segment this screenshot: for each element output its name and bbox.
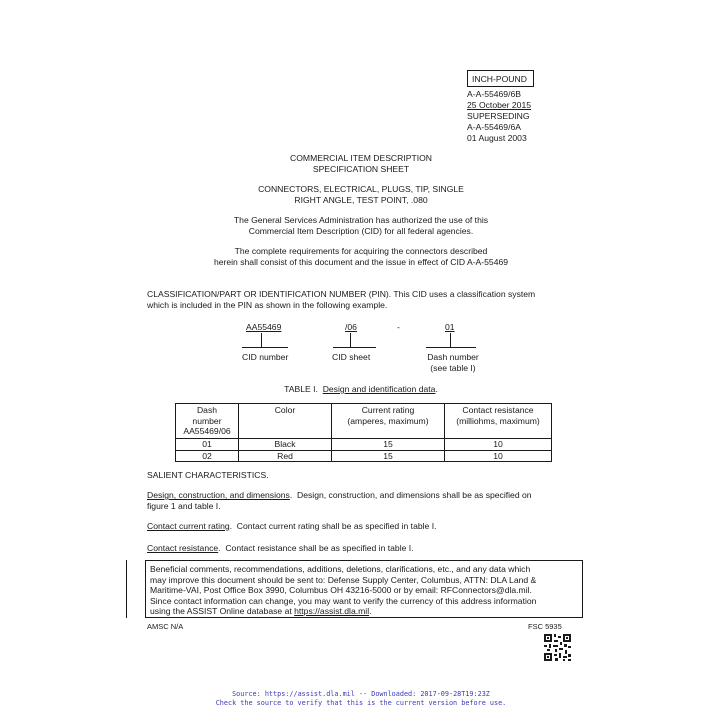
requirements-line-1: The complete requirements for acquiring the connectors described [234, 246, 488, 256]
leader-cid-horizontal [242, 347, 288, 348]
cell-current: 15 [332, 439, 445, 451]
cell-dash: 02 [176, 450, 239, 462]
leader-sheet-vertical [350, 333, 351, 348]
document-title [0, 153, 722, 175]
pin-label-dash-1: Dash number [427, 352, 479, 362]
header-dash-line-2: number [192, 415, 222, 426]
doc-type-box [467, 70, 534, 87]
cell-dash: 01 [176, 439, 239, 451]
pin-label-dash-2: (see table I) [430, 363, 476, 373]
doc-number: A-A-55469/6B [467, 89, 521, 99]
leader-dash-horizontal [426, 347, 476, 348]
comments-line-1: Beneficial comments, recommendations, additions, deletions, clarifications, etc., and any data which [150, 564, 531, 574]
header-dash-line-1: Dash [196, 405, 218, 415]
classification-paragraph [147, 289, 535, 311]
header-resistance-line-1: Contact resistance [462, 405, 534, 415]
design-text-1: . Design, construction, and dimensions shall be as specified on [289, 490, 532, 500]
verify-line: Check the source to verify that this is the current version before use. [215, 699, 507, 707]
requirements-line-2: herein shall consist of this document and the issue in effect of CID A-A-55469 [213, 257, 509, 267]
table-row [176, 450, 552, 462]
cell-color: Black [239, 439, 332, 451]
cell-resistance: 10 [445, 439, 552, 451]
comments-box [145, 560, 583, 618]
document-subject [0, 184, 722, 206]
amsc-label: AMSC N/A [147, 622, 184, 631]
table-caption-title: Design and identification data [322, 384, 436, 394]
header-color-line-1: Color [274, 405, 296, 415]
doc-id-block [467, 89, 531, 144]
superseded-date: 01 August 2003 [467, 133, 527, 143]
authorization-statement [0, 215, 722, 237]
download-stamp [0, 690, 722, 708]
comments-line-4: Since contact information can change, you may want to verify the currency of this address information [150, 595, 537, 606]
cell-current: 15 [332, 450, 445, 462]
comments-line-3: Maritime-VAI, Post Office Box 3990, Columbus OH 43216-5000 or by email: RFConnectors@dla.mil. [150, 585, 532, 595]
cell-color: Red [239, 450, 332, 462]
header-current-line-1: Current rating [361, 405, 415, 415]
qr-code-icon [544, 634, 571, 661]
leader-sheet-horizontal [333, 347, 376, 348]
classification-line-1: CLASSIFICATION/PART OR IDENTIFICATION NUMBER (PIN). This CID uses a classification system [147, 289, 536, 299]
contact-resistance-title: Contact resistance [147, 543, 219, 553]
doc-type: INCH-POUND [472, 74, 527, 84]
leader-dash-vertical [450, 333, 451, 348]
title-line-2: SPECIFICATION SHEET [312, 164, 410, 174]
title-line-1: COMMERCIAL ITEM DESCRIPTION [290, 153, 432, 163]
fsc-label: FSC 5935 [528, 622, 562, 631]
comments-line-2: may improve this document should be sent to: Defense Supply Center, Columbus, ATTN: DLA Land & [150, 574, 537, 585]
header-dash-line-3: AA55469/06 [183, 426, 231, 436]
pin-label-dash [420, 352, 486, 374]
doc-date: 25 October 2015 [467, 100, 532, 110]
assist-link[interactable]: https://assist.dla.mil [294, 606, 370, 616]
change-margin-bar [126, 560, 127, 618]
header-current-rating [332, 404, 445, 439]
pin-sheet: /06 [345, 322, 357, 332]
comments-line-5-suffix: . [369, 606, 372, 616]
current-rating-title: Contact current rating [147, 521, 230, 531]
classification-line-2: which is included in the PIN as shown in the following example. [147, 300, 388, 310]
pin-label-sheet: CID sheet [332, 352, 371, 362]
header-dash-number [176, 404, 239, 439]
table-caption-prefix: TABLE I. [284, 384, 323, 394]
header-resistance-line-2: (milliohms, maximum) [456, 415, 540, 426]
cell-resistance: 10 [445, 450, 552, 462]
table-caption-suffix: . [435, 384, 438, 394]
requirements-statement [0, 246, 722, 268]
header-current-line-2: (amperes, maximum) [347, 415, 429, 426]
table-row [176, 439, 552, 451]
pin-dash: 01 [445, 322, 455, 332]
design-paragraph [147, 490, 532, 512]
current-rating-paragraph [147, 521, 436, 531]
table-header-row [176, 404, 552, 439]
pin-separator: - [397, 322, 400, 332]
superseding-label: SUPERSEDING [467, 111, 530, 121]
design-title: Design, construction, and dimensions [147, 490, 290, 500]
subject-line-2: RIGHT ANGLE, TEST POINT, .080 [294, 195, 428, 205]
contact-resistance-paragraph [147, 543, 414, 553]
pin-cid: AA55469 [246, 322, 282, 332]
leader-cid-vertical [261, 333, 262, 348]
superseded-number: A-A-55469/6A [467, 122, 521, 132]
subject-line-1: CONNECTORS, ELECTRICAL, PLUGS, TIP, SINGLE [258, 184, 464, 194]
comments-line-5: using the ASSIST Online database at [150, 606, 295, 616]
contact-resistance-text: . Contact resistance shall be as specified in table I. [218, 543, 414, 553]
pin-label-cid: CID number [242, 352, 289, 362]
table-caption [0, 384, 722, 395]
authorization-line-1: The General Services Administration has authorized the use of this [233, 215, 489, 225]
current-rating-text: . Contact current rating shall be as specified in table I. [229, 521, 437, 531]
header-color [239, 404, 332, 439]
authorization-line-2: Commercial Item Description (CID) for all federal agencies. [248, 226, 474, 236]
source-line: Source: https://assist.dla.mil -- Downloaded: 2017-09-28T19:23Z [232, 690, 490, 698]
design-text-2: figure 1 and table I. [147, 501, 221, 511]
header-contact-resistance [445, 404, 552, 439]
salient-heading: SALIENT CHARACTERISTICS. [147, 470, 269, 480]
design-identification-table [175, 403, 552, 462]
